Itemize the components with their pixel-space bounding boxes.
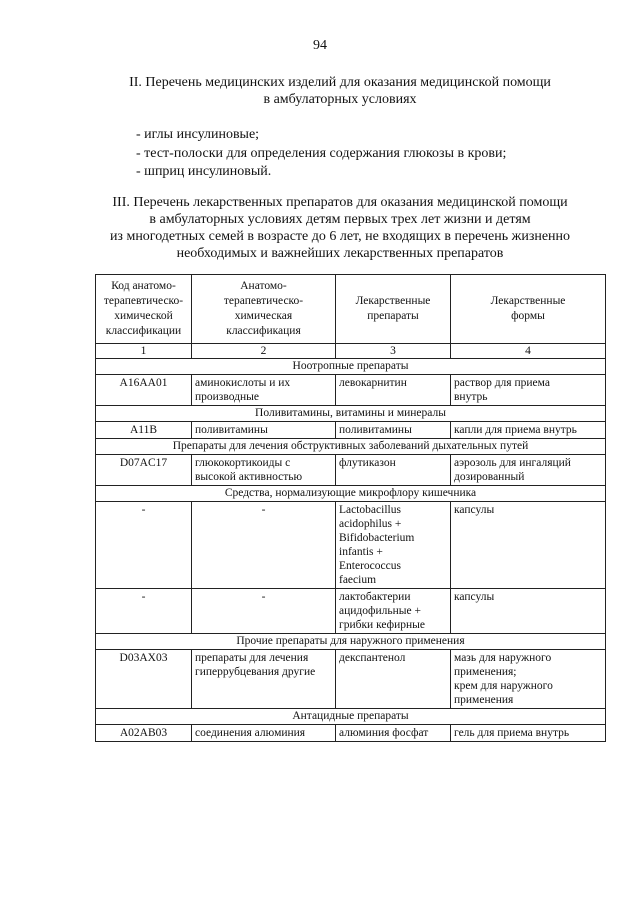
table-row [96, 375, 606, 406]
drug-cell [336, 375, 451, 406]
cell-line: - [261, 591, 266, 603]
cell-line: infantis + [339, 546, 383, 558]
atc-code-cell: - [96, 502, 192, 589]
group-title: Средства, нормализующие микрофлору кишечника [96, 486, 606, 502]
group-row [96, 709, 606, 725]
form-cell [451, 725, 606, 742]
form-cell [451, 422, 606, 439]
atc-code-cell: A02AB03 [96, 725, 192, 742]
atc-classification-cell [192, 725, 336, 742]
table-row [96, 455, 606, 486]
atc-classification-cell [192, 502, 336, 589]
cell-line: производные [195, 391, 259, 403]
list-item: - шприц инсулиновый. [136, 164, 272, 179]
cell-line: применения; [454, 666, 517, 678]
column-number-row [96, 344, 606, 359]
atc-classification-cell [192, 422, 336, 439]
group-title: Поливитамины, витамины и минералы [96, 406, 606, 422]
cell-line: раствор для приема [454, 377, 550, 389]
cell-line: поливитамины [195, 424, 268, 436]
cell-line: Bifidobacterium [339, 532, 415, 544]
drug-cell [336, 725, 451, 742]
header-line: терапевтическо- [223, 295, 304, 307]
group-row [96, 634, 606, 650]
header-line: терапевтическо- [103, 295, 184, 307]
table-row [96, 650, 606, 709]
drug-cell [336, 502, 451, 589]
header-line: Код анатомо- [111, 280, 176, 292]
atc-code-cell: D07AC17 [96, 455, 192, 486]
cell-line: глюкокортикоиды с [195, 457, 291, 469]
section-3-title [80, 194, 600, 262]
atc-classification-cell [192, 650, 336, 709]
header-line: классификация [226, 325, 301, 337]
cell-line: соединения алюминия [195, 727, 306, 739]
header-drugs [336, 275, 451, 344]
table-header [96, 275, 606, 359]
section-2-title [80, 74, 600, 108]
atc-code-cell: A11B [96, 422, 192, 439]
medical-devices-list [136, 126, 506, 182]
cell-line: алюминия фосфат [339, 727, 429, 739]
group-title: Препараты для лечения обструктивных заболеваний дыхательных путей [96, 439, 606, 455]
drug-cell [336, 422, 451, 439]
cell-line: высокой активностью [195, 471, 303, 483]
cell-line: внутрь [454, 391, 488, 403]
cell-line: гиперрубцевания другие [195, 666, 316, 678]
header-line: формы [511, 310, 545, 322]
drug-cell [336, 455, 451, 486]
group-title: Антацидные препараты [96, 709, 606, 725]
header-line: химической [114, 310, 173, 322]
drug-table [95, 274, 606, 742]
table-row [96, 589, 606, 634]
cell-line: крем для наружного [454, 680, 553, 692]
section-3-title-line: необходимых и важнейших лекарственных препаратов [176, 246, 504, 261]
table-row [96, 422, 606, 439]
atc-classification-cell [192, 375, 336, 406]
cell-line: декспантенол [339, 652, 406, 664]
cell-line: гель для приема внутрь [454, 727, 570, 739]
header-line: препараты [367, 310, 419, 322]
table-row [96, 725, 606, 742]
drug-cell [336, 650, 451, 709]
cell-line: мазь для наружного [454, 652, 552, 664]
cell-line: Enterococcus [339, 560, 401, 572]
header-line: Лекарственные [490, 295, 566, 307]
cell-line: капсулы [454, 504, 495, 516]
cell-line: флутиказон [339, 457, 396, 469]
atc-code-cell: A16AA01 [96, 375, 192, 406]
drug-cell [336, 589, 451, 634]
form-cell [451, 650, 606, 709]
cell-line: acidophilus + [339, 518, 402, 530]
atc-classification-cell [192, 589, 336, 634]
table-body [96, 359, 606, 742]
group-title: Прочие препараты для наружного применения [96, 634, 606, 650]
section-3-title-line: в амбулаторных условиях детям первых трех лет жизни и детям [149, 212, 531, 227]
cell-line: грибки кефирные [339, 619, 425, 631]
cell-line: препараты для лечения [195, 652, 309, 664]
header-forms [451, 275, 606, 344]
cell-line: Lactobacillus [339, 504, 401, 516]
group-row [96, 359, 606, 375]
header-row [96, 275, 606, 344]
table-row [96, 502, 606, 589]
header-atc-classification [192, 275, 336, 344]
header-line: химическая [234, 310, 293, 322]
group-row [96, 439, 606, 455]
form-cell [451, 502, 606, 589]
group-title: Ноотропные препараты [96, 359, 606, 375]
cell-line: поливитамины [339, 424, 412, 436]
column-number: 2 [192, 344, 336, 359]
cell-line: аминокислоты и их [195, 377, 291, 389]
header-line: Анатомо- [240, 280, 287, 292]
atc-code-cell: D03AX03 [96, 650, 192, 709]
column-number: 4 [451, 344, 606, 359]
cell-line: применения [454, 694, 514, 706]
group-row [96, 406, 606, 422]
cell-line: ацидофильные + [339, 605, 421, 617]
cell-line: аэрозоль для ингаляций [454, 457, 571, 469]
header-line: Лекарственные [355, 295, 431, 307]
section-2-title-line: в амбулаторных условиях [263, 92, 417, 107]
atc-code-cell: - [96, 589, 192, 634]
list-item: - тест-полоски для определения содержания глюкозы в крови; [136, 145, 507, 161]
header-line: классификации [105, 325, 182, 337]
cell-line: левокарнитин [339, 377, 407, 389]
form-cell [451, 375, 606, 406]
cell-line: - [261, 504, 266, 516]
cell-line: капсулы [454, 591, 495, 603]
form-cell [451, 455, 606, 486]
cell-line: дозированный [454, 471, 525, 483]
list-item: - иглы инсулиновые; [136, 127, 260, 142]
atc-classification-cell [192, 455, 336, 486]
cell-line: капли для приема внутрь [454, 424, 577, 436]
cell-line: лактобактерии [339, 591, 411, 603]
column-number: 1 [96, 344, 192, 359]
page-number: 94 [313, 38, 327, 53]
cell-line: faecium [339, 574, 377, 586]
section-2-title-line: II. Перечень медицинских изделий для оказания медицинской помощи [129, 75, 551, 90]
group-row [96, 486, 606, 502]
section-3-title-line: из многодетных семей в возрасте до 6 лет, не входящих в перечень жизненно [109, 229, 571, 244]
column-number: 3 [336, 344, 451, 359]
section-3-title-line: III. Перечень лекарственных препаратов для оказания медицинской помощи [112, 195, 568, 210]
form-cell [451, 589, 606, 634]
header-atc-code [96, 275, 192, 344]
